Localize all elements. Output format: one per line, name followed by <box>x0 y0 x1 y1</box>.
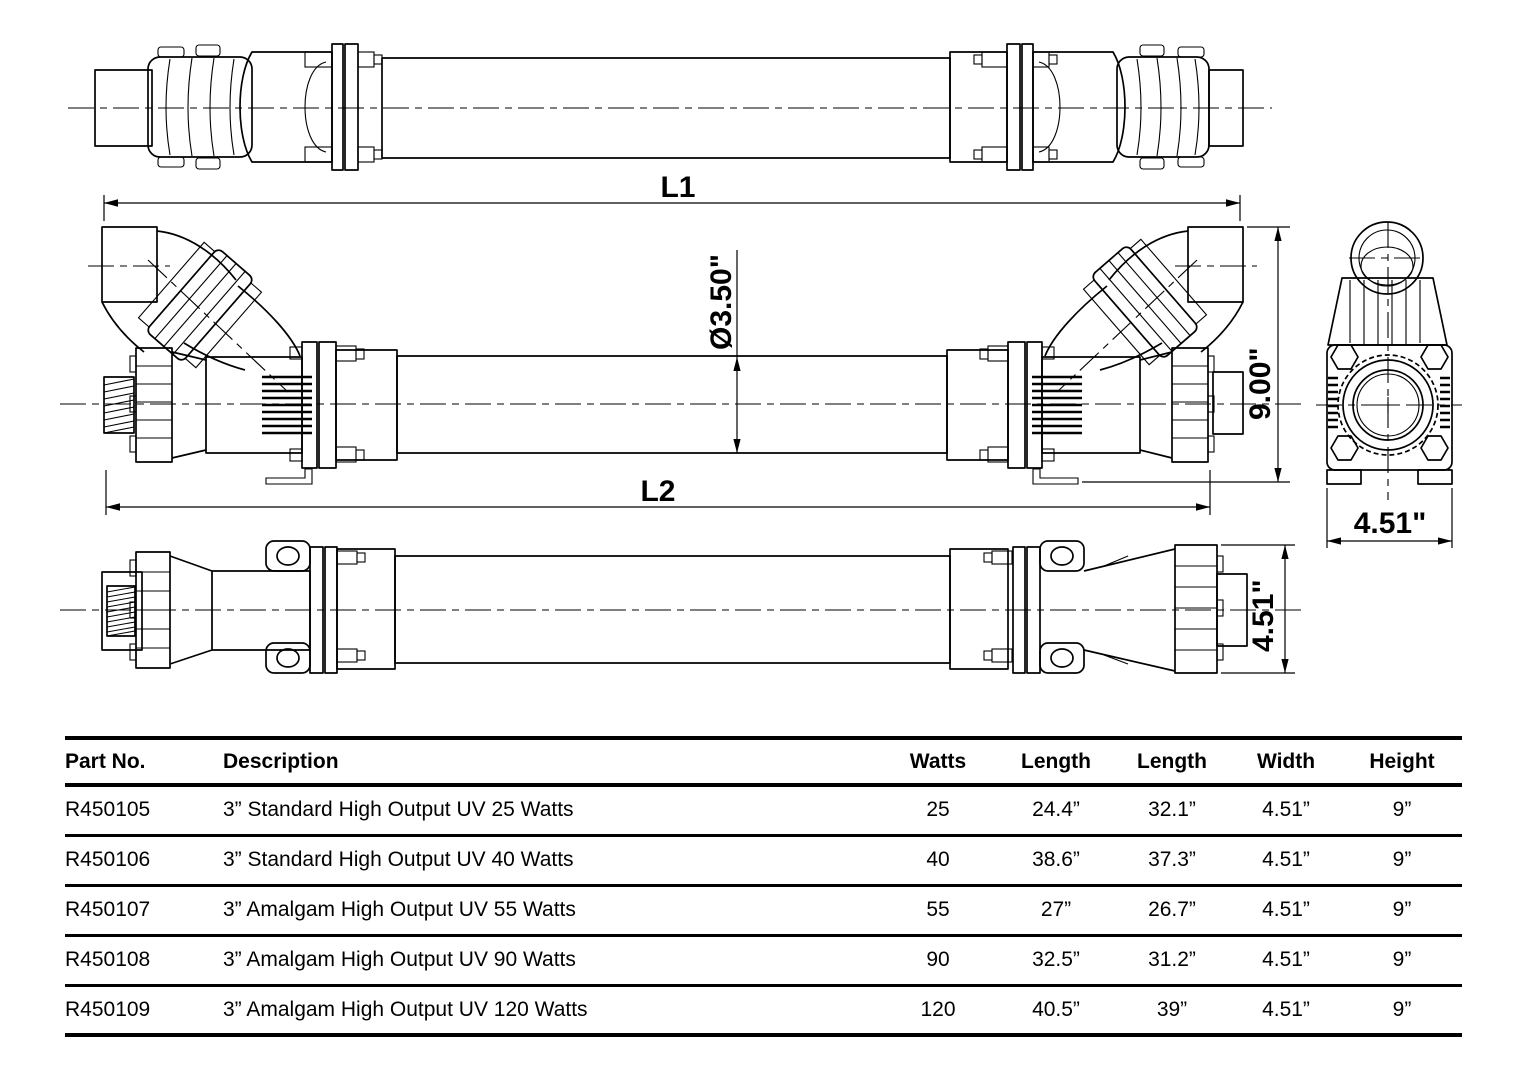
length2-cell: 26.7” <box>1148 898 1196 921</box>
dimension-label-end-width: 4.51" <box>1353 507 1427 540</box>
column-header-watts: Watts <box>909 749 967 773</box>
front-view-drawing <box>60 541 1302 673</box>
width-cell: 4.51” <box>1262 848 1310 871</box>
height-cell: 9” <box>1392 848 1412 871</box>
length1-cell: 38.6” <box>1032 848 1080 871</box>
part-no-cell: R450108 <box>65 948 151 971</box>
watts-cell: 25 <box>926 798 950 822</box>
dimension-label-height: 9.00" <box>1244 347 1277 420</box>
height-cell: 9” <box>1392 948 1412 971</box>
spec-table <box>65 736 1462 1037</box>
part-no-cell: R450106 <box>65 848 151 871</box>
length1-cell: 24.4” <box>1032 798 1080 822</box>
dimension-label-side-width: 4.51" <box>1247 579 1280 652</box>
table-row <box>65 785 1462 835</box>
description-cell: 3” Standard High Output UV 40 Watts <box>223 848 574 871</box>
length1-cell: 32.5” <box>1032 948 1080 971</box>
dimension-label-diameter: Ø3.50" <box>705 254 738 350</box>
watts-cell: 120 <box>920 997 956 1021</box>
dimension-label-l1: L1 <box>660 171 696 204</box>
column-header-length-2: Length <box>1137 749 1207 773</box>
table-row <box>65 885 1462 935</box>
watts-cell: 90 <box>926 948 950 971</box>
column-header-length-1: Length <box>1021 749 1091 773</box>
description-cell: 3” Amalgam High Output UV 120 Watts <box>223 997 588 1021</box>
column-header-part-no: Part No. <box>65 749 146 773</box>
description-cell: 3” Amalgam High Output UV 55 Watts <box>223 898 576 921</box>
length2-cell: 32.1” <box>1148 798 1196 822</box>
column-header-height: Height <box>1369 749 1435 773</box>
height-cell: 9” <box>1392 798 1412 822</box>
length2-cell: 39” <box>1156 997 1188 1021</box>
length2-cell: 37.3” <box>1148 848 1196 871</box>
table-row <box>65 985 1462 1035</box>
length1-cell: 27” <box>1040 898 1072 921</box>
description-cell: 3” Standard High Output UV 25 Watts <box>223 798 574 822</box>
side-view-drawing <box>60 227 1302 484</box>
top-view-drawing <box>68 44 1272 170</box>
height-cell: 9” <box>1392 997 1412 1021</box>
length1-cell: 40.5” <box>1032 997 1080 1021</box>
table-row <box>65 935 1462 985</box>
table-header-row <box>65 738 1462 785</box>
width-cell: 4.51” <box>1262 997 1310 1021</box>
width-cell: 4.51” <box>1262 798 1310 822</box>
dimension-label-l2: L2 <box>640 475 676 508</box>
width-cell: 4.51” <box>1262 898 1310 921</box>
dimension-annotations <box>104 171 1452 673</box>
end-view-drawing <box>1316 222 1462 500</box>
part-no-cell: R450109 <box>65 997 151 1021</box>
table-row <box>65 835 1462 885</box>
height-cell: 9” <box>1392 898 1412 921</box>
watts-cell: 40 <box>926 848 950 871</box>
length2-cell: 31.2” <box>1148 948 1196 971</box>
part-no-cell: R450107 <box>65 898 151 921</box>
description-cell: 3” Amalgam High Output UV 90 Watts <box>223 948 576 971</box>
width-cell: 4.51” <box>1262 948 1310 971</box>
watts-cell: 55 <box>926 898 950 921</box>
column-header-width: Width <box>1256 749 1316 773</box>
part-no-cell: R450105 <box>65 798 151 822</box>
column-header-description: Description <box>223 749 339 773</box>
